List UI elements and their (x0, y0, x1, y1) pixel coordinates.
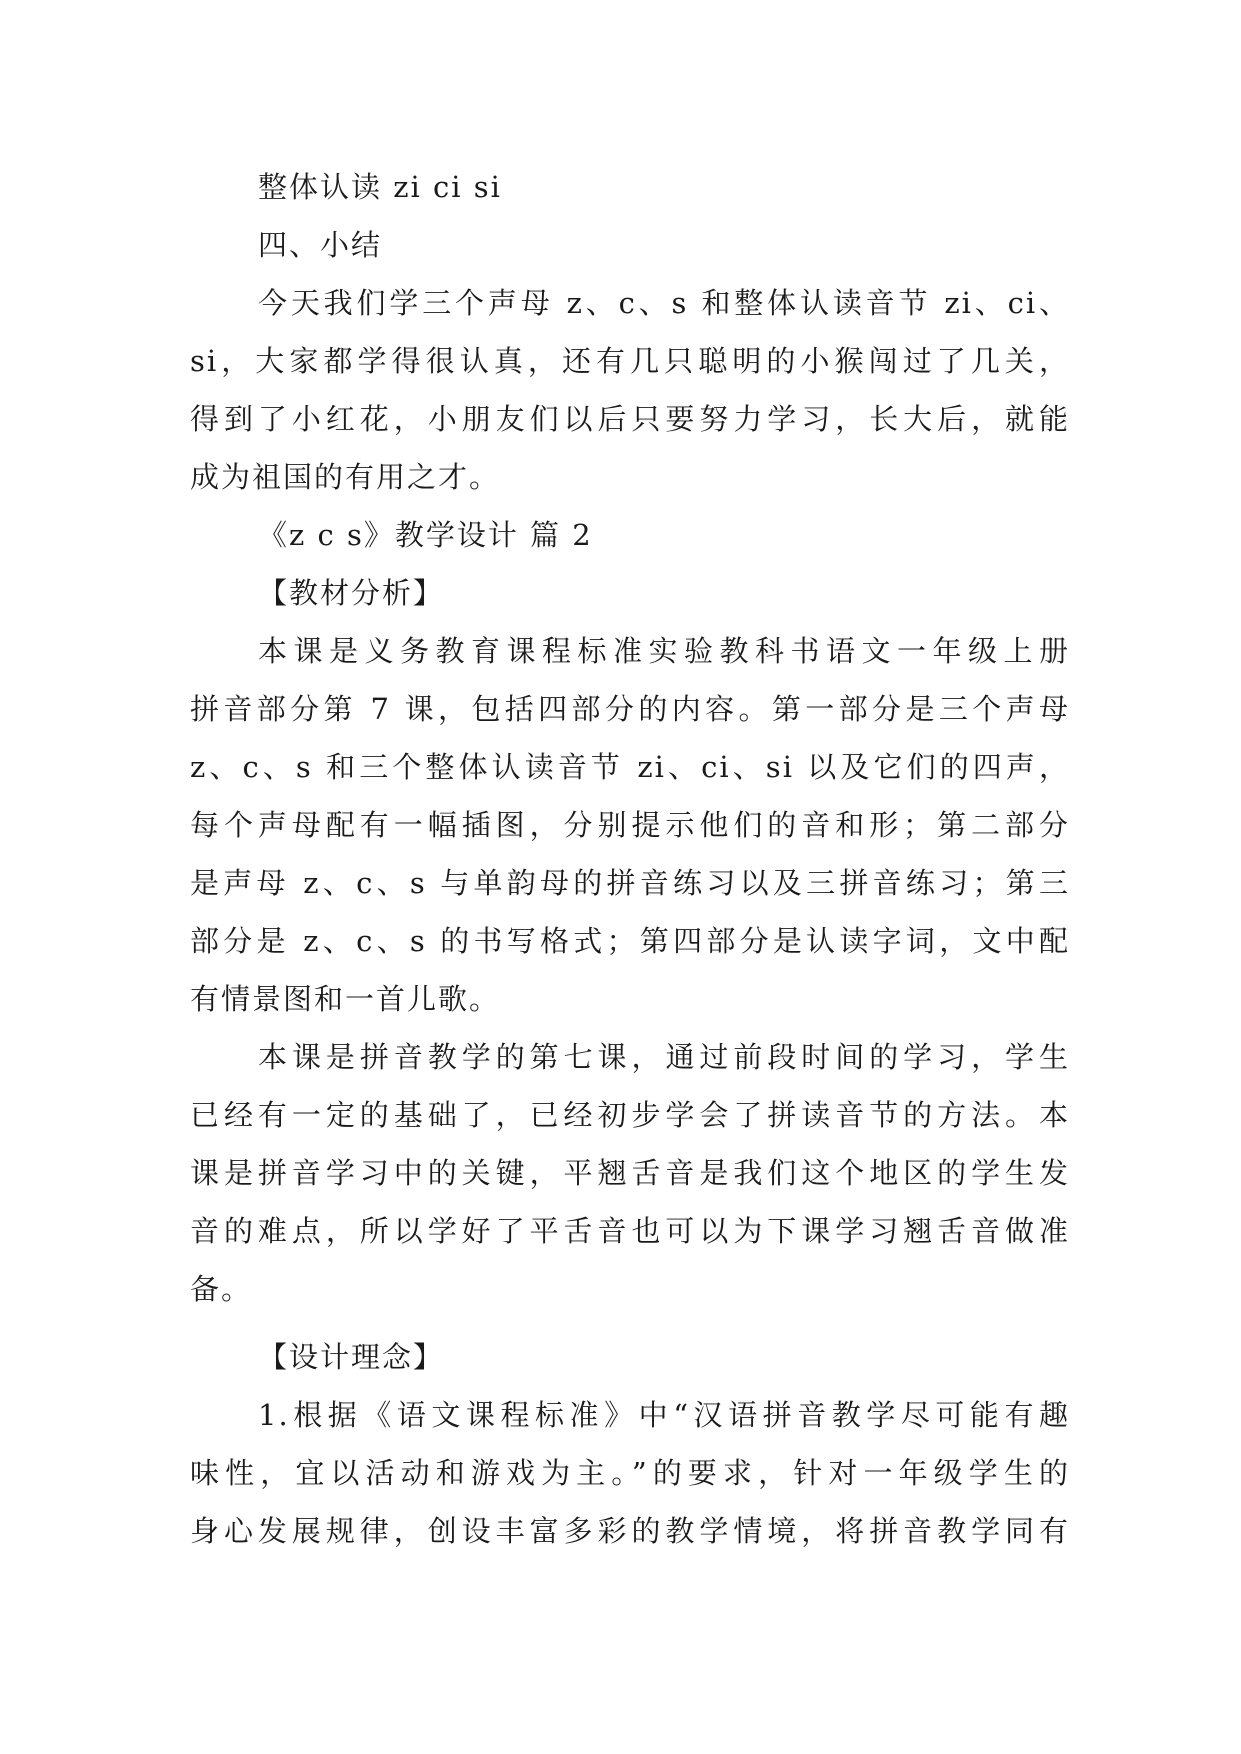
paragraph-line: 味性，宜以活动和游戏为主。”的要求，针对一年级学生的 (190, 1456, 1070, 1490)
paragraph-line: 得到了小红花，小朋友们以后只要努力学习，长大后，就能 (190, 402, 1070, 436)
section-heading: 四、小结 (258, 228, 383, 262)
paragraph-line: 1.根据《语文课程标准》中“汉语拼音教学尽可能有趣 (258, 1398, 1070, 1432)
paragraph-line: z、c、s 和三个整体认读音节 zi、ci、si 以及它们的四声， (190, 750, 1070, 784)
paragraph-line: si，大家都学得很认真，还有几只聪明的小猴闯过了几关， (190, 344, 1070, 378)
paragraph-line: 备。 (190, 1272, 253, 1306)
paragraph-line: 有情景图和一首儿歌。 (190, 982, 501, 1016)
section-heading: 【教材分析】 (258, 576, 445, 610)
document-page (190, 158, 1070, 1560)
paragraph-line: 音的难点，所以学好了平舌音也可以为下课学习翘舌音做准 (190, 1214, 1070, 1248)
paragraph-line: 身心发展规律，创设丰富多彩的教学情境，将拼音教学同有 (190, 1514, 1070, 1548)
paragraph-line: 拼音部分第 7 课，包括四部分的内容。第一部分是三个声母 (190, 692, 1070, 726)
paragraph-line: 部分是 z、c、s 的书写格式；第四部分是认读字词，文中配 (190, 924, 1070, 958)
paragraph-line: 已经有一定的基础了，已经初步学会了拼读音节的方法。本 (190, 1098, 1070, 1132)
paragraph-line: 本课是义务教育课程标准实验教科书语文一年级上册 (258, 634, 1070, 668)
paragraph-line: 今天我们学三个声母 z、c、s 和整体认读音节 zi、ci、 (258, 286, 1070, 320)
paragraph-line: 本课是拼音教学的第七课，通过前段时间的学习，学生 (258, 1040, 1070, 1074)
section-title: 《z c s》教学设计 篇 2 (258, 518, 593, 552)
paragraph-line: 是声母 z、c、s 与单韵母的拼音练习以及三拼音练习；第三 (190, 866, 1070, 900)
section-heading: 【设计理念】 (258, 1340, 445, 1374)
paragraph-line: 每个声母配有一幅插图，分别提示他们的音和形；第二部分 (190, 808, 1070, 842)
text-line: 整体认读 zi ci si (258, 170, 502, 204)
paragraph-line: 课是拼音学习中的关键，平翘舌音是我们这个地区的学生发 (190, 1156, 1070, 1190)
paragraph-line: 成为祖国的有用之才。 (190, 460, 501, 494)
